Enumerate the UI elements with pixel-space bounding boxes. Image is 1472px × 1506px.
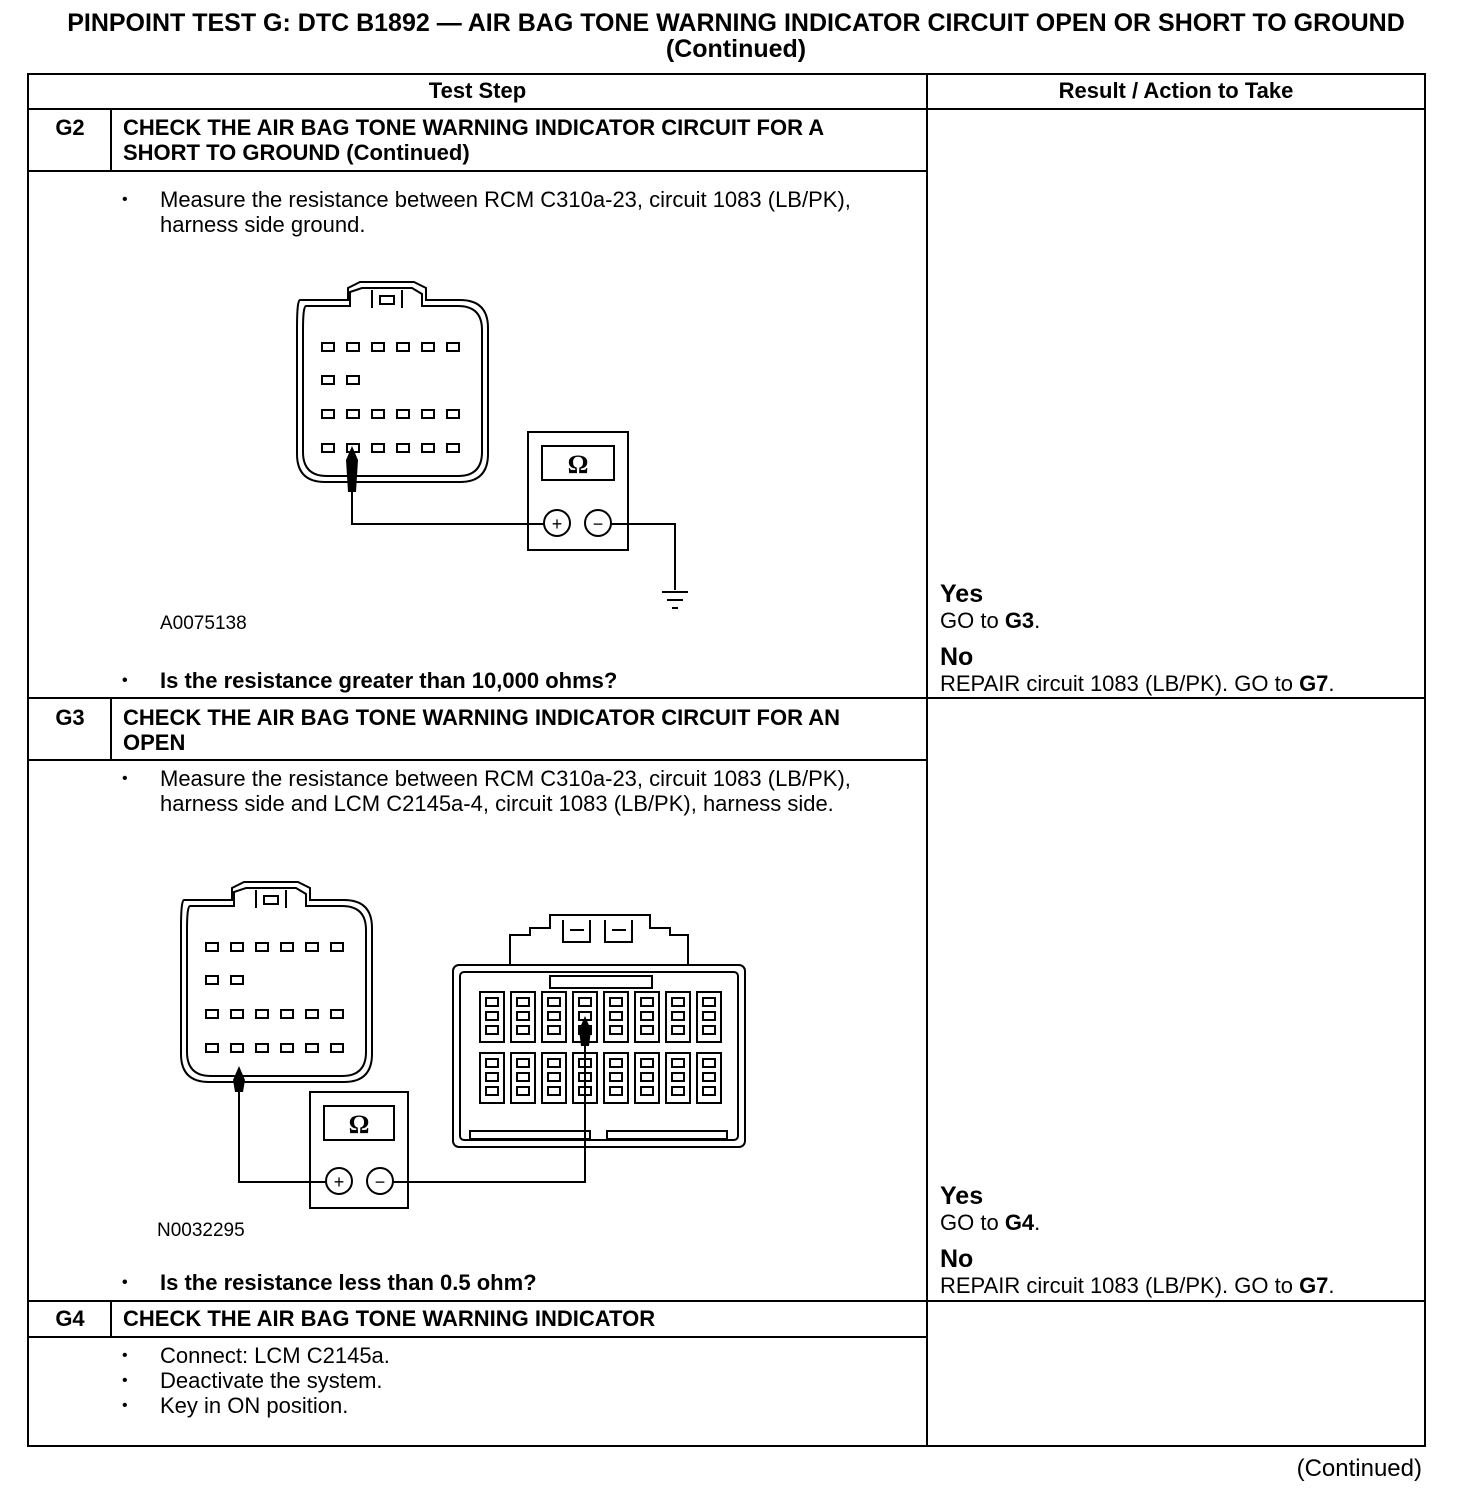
instruction-item: • Measure the resistance between RCM C310a-23, circuit 1083 (LB/PK), harness side ground. — [120, 187, 910, 237]
step-title: CHECK THE AIR BAG TONE WARNING INDICATOR CIRCUIT FOR AN OPEN — [123, 705, 841, 755]
lcm-terminal-slot — [548, 1026, 560, 1034]
figure-id: N0032295 — [157, 1220, 245, 1241]
lcm-terminal-slot — [517, 1087, 529, 1095]
positive-lead — [239, 1082, 326, 1182]
instruction-item: • Connect: LCM C2145a. — [120, 1343, 910, 1368]
plus-terminal-icon: + — [333, 1172, 345, 1192]
instruction-item: • Deactivate the system. — [120, 1368, 910, 1393]
column-header-test-step: Test Step — [428, 78, 527, 103]
rcm-pin-grid — [206, 943, 343, 1052]
lcm-terminal-slot — [486, 998, 498, 1006]
lcm-terminal-slot — [610, 1012, 622, 1020]
step-title-rule-g4 — [27, 1336, 927, 1338]
lcm-terminal-slot — [486, 1026, 498, 1034]
lcm-terminal-slot — [548, 998, 560, 1006]
no-label: No — [940, 1245, 974, 1273]
lcm-terminal-slot — [672, 1073, 684, 1081]
lcm-terminal-slot — [610, 1087, 622, 1095]
lcm-terminal-slot — [486, 1087, 498, 1095]
ohm-icon: Ω — [348, 1110, 370, 1139]
yes-action: GO to G4. — [940, 1210, 1041, 1235]
step-instructions — [120, 766, 910, 816]
lcm-terminal-slot — [641, 1087, 653, 1095]
lcm-terminal-slot — [610, 998, 622, 1006]
lcm-terminal-slot — [672, 1012, 684, 1020]
step-id: G3 — [55, 705, 85, 730]
step-id: G4 — [55, 1306, 85, 1331]
lcm-terminal-slot — [641, 1073, 653, 1081]
result-block-g2 — [940, 580, 1420, 696]
minus-terminal-icon: − — [374, 1172, 386, 1192]
step-title-rule-g2 — [27, 170, 927, 172]
lcm-terminal-slot — [703, 1059, 715, 1067]
minus-terminal-icon: − — [592, 514, 604, 534]
lcm-terminal-slot — [579, 998, 591, 1006]
step-title: CHECK THE AIR BAG TONE WARNING INDICATOR — [123, 1306, 656, 1331]
column-header-result: Result / Action to Take — [1058, 78, 1294, 103]
lcm-terminal-slot — [672, 998, 684, 1006]
lcm-terminal-slot — [641, 1059, 653, 1067]
lcm-terminal-slot — [703, 1073, 715, 1081]
lcm-terminal-slot — [486, 1012, 498, 1020]
no-action: REPAIR circuit 1083 (LB/PK). GO to G7. — [940, 671, 1335, 696]
lcm-terminal-slot — [641, 998, 653, 1006]
step-question — [120, 1270, 910, 1295]
question-item: • Is the resistance greater than 10,000 ohms? — [120, 668, 910, 693]
lcm-terminal-slot — [517, 998, 529, 1006]
positive-lead — [352, 460, 544, 524]
figure-id: A0075138 — [160, 613, 247, 634]
continued-footer: (Continued) — [1296, 1455, 1422, 1482]
result-block-g3 — [940, 1182, 1420, 1298]
yes-action: GO to G3. — [940, 608, 1041, 633]
yes-label: Yes — [940, 580, 984, 608]
lcm-terminal-slot — [672, 1026, 684, 1034]
lcm-terminal-slot — [703, 998, 715, 1006]
no-label: No — [940, 643, 974, 671]
ohm-icon: Ω — [567, 450, 589, 479]
lcm-terminal-slot — [641, 1012, 653, 1020]
lcm-terminal-slot — [486, 1073, 498, 1081]
lcm-terminal-slot — [548, 1073, 560, 1081]
ground-icon — [662, 592, 688, 608]
lcm-terminal-slot — [548, 1012, 560, 1020]
step-title: CHECK THE AIR BAG TONE WARNING INDICATOR CIRCUIT FOR A SHORT TO GROUND (Continued) — [123, 115, 824, 165]
lcm-terminal-slot — [703, 1026, 715, 1034]
lcm-terminal-slot — [517, 1012, 529, 1020]
lcm-terminal-slot — [548, 1087, 560, 1095]
header-rule — [27, 108, 1426, 110]
lcm-terminal-slot — [672, 1087, 684, 1095]
step-title-rule-g3 — [27, 759, 927, 761]
yes-label: Yes — [940, 1182, 984, 1210]
lcm-terminal-slot — [486, 1059, 498, 1067]
step-id: G2 — [55, 115, 85, 140]
lcm-terminal-slot — [641, 1026, 653, 1034]
rcm-lcm-connector-ohmmeter-diagram — [170, 870, 770, 1220]
lcm-terminal-slot — [672, 1059, 684, 1067]
lcm-terminal-slot — [517, 1073, 529, 1081]
step-rule-g4 — [27, 1300, 1426, 1302]
lcm-terminal-slot — [703, 1012, 715, 1020]
step-instructions — [120, 187, 910, 237]
lcm-terminal-slot — [610, 1059, 622, 1067]
lcm-terminal-slot — [517, 1026, 529, 1034]
rcm-pin-grid — [322, 343, 459, 452]
lcm-terminal-slot — [517, 1059, 529, 1067]
lcm-pin-grid — [480, 992, 721, 1103]
no-action: REPAIR circuit 1083 (LB/PK). GO to G7. — [940, 1273, 1335, 1298]
plus-terminal-icon: + — [551, 514, 563, 534]
step-rule-g3 — [27, 697, 1426, 699]
question-item: • Is the resistance less than 0.5 ohm? — [120, 1270, 910, 1295]
rcm-connector-ohmmeter-ground-diagram — [280, 270, 700, 620]
lcm-terminal-slot — [703, 1087, 715, 1095]
lcm-terminal-slot — [548, 1059, 560, 1067]
step-question — [120, 668, 910, 693]
lcm-connector-outline — [453, 915, 745, 1147]
lcm-terminal-slot — [610, 1073, 622, 1081]
lcm-terminal-slot — [610, 1026, 622, 1034]
page-title: PINPOINT TEST G: DTC B1892 — AIR BAG TONE WARNING INDICATOR CIRCUIT OPEN OR SHORT TO GROUND (Continued) — [67, 9, 1405, 63]
instruction-item: • Measure the resistance between RCM C310a-23, circuit 1083 (LB/PK), harness side and LCM C2145a-4, circuit 1083 (LB/PK), harness side. — [120, 766, 910, 816]
negative-lead — [611, 524, 675, 590]
instruction-item: • Key in ON position. — [120, 1393, 910, 1418]
step-instructions — [120, 1343, 910, 1418]
